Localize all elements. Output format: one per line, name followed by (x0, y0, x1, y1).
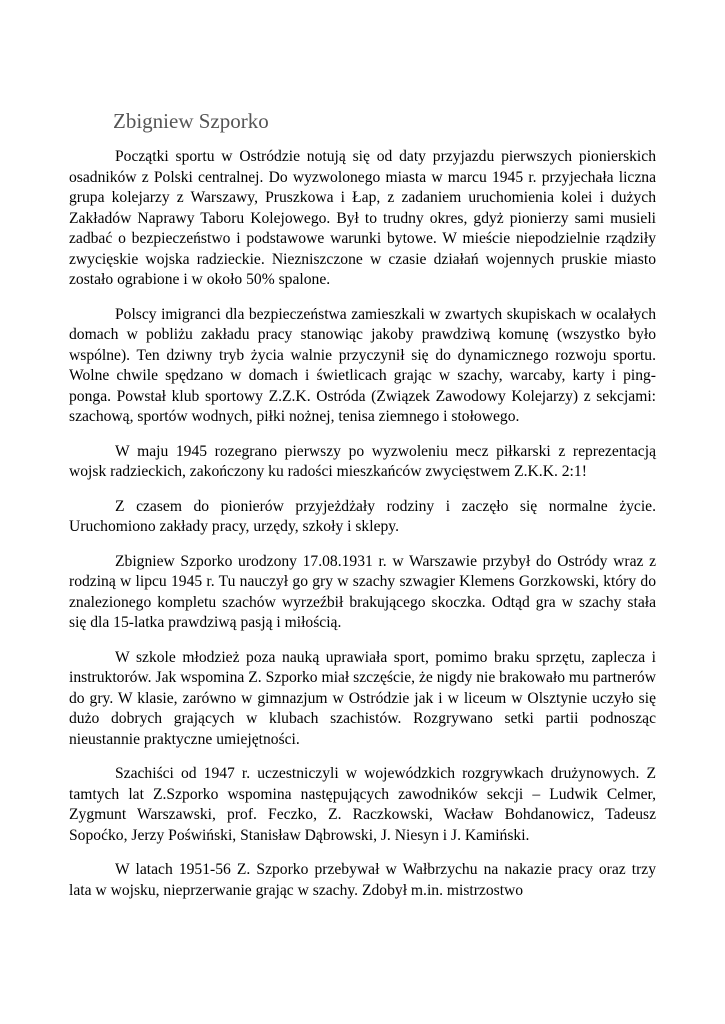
paragraph-2: Polscy imigranci dla bezpieczeństwa zamieszkali w zwartych skupiskach w ocalałych domach w pobliżu zakładu pracy stanowiąc jakoby prawdziwą komunę (wszystko było wspólne). Ten dziwny tryb życia walnie przyczynił się do dynamicznego rozwoju sportu. Wolne chwile spędzano w domach i świetlicach grając w szachy, warcaby, karty i ping-ponga. Powstał klub sportowy Z.Z.K. Ostróda (Związek Zawodowy Kolejarzy) z sekcjami: szachową, sportów wodnych, piłki nożnej, tenisa ziemnego i stołowego. (69, 305, 656, 425)
document-title: Zbigniew Szporko (113, 109, 269, 133)
paragraph-5: Zbigniew Szporko urodzony 17.08.1931 r. w Warszawie przybył do Ostródy wraz z rodziną w lipcu 1945 r. Tu nauczył go gry w szachy szwagier Klemens Gorzkowski, który do znalezionego kompletu szachów wyrzeźbił brakującego skoczka. Odtąd gra w szachy stała się dla 15-latka prawdziwą pasją i miłością. (69, 552, 656, 631)
paragraph-4: Z czasem do pionierów przyjeżdżały rodziny i zaczęło się normalne życie. Uruchomiono zakłady pracy, urzędy, szkoły i sklepy. (69, 497, 656, 535)
paragraph-7: Szachiści od 1947 r. uczestniczyli w wojewódzkich rozgrywkach drużynowych. Z tamtych lat Z.Szporko wspomina następujących zawodników sekcji – Ludwik Celmer, Zygmunt Warszawski, prof. Feczko, Z. Raczkowski, Wacław Bohdanowicz, Tadeusz Sopoćko, Jerzy Poświński, Stanisław Dąbrowski, J. Niesyn i J. Kamiński. (69, 765, 656, 844)
paragraph-8: W latach 1951-56 Z. Szporko przebywał w Wałbrzychu na nakazie pracy oraz trzy lata w wojsku, nieprzerwanie grając w szachy. Zdobył m.in. mistrzostwo (69, 861, 656, 899)
paragraph-6: W szkole młodzież poza nauką uprawiała sport, pomimo braku sprzętu, zaplecza i instruktorów. Jak wspomina Z. Szporko miał szczęście, że nigdy nie brakowało mu partnerów do gry. W klasie, zarówno w gimnazjum w Ostródzie jak i w liceum w Olsztynie uczyło się dużo dobrych grających w klubach szachistów. Rozgrywano setki partii podnosząc nieustannie praktyczne umiejętności. (69, 648, 656, 748)
paragraph-1: Początki sportu w Ostródzie notują się od daty przyjazdu pierwszych pionierskich osadników z Polski centralnej. Do wyzwolonego miasta w marcu 1945 r. przyjechała liczna grupa kolejarzy z Warszawy, Pruszkowa i Łap, z zadaniem uruchomienia kolei i dużych Zakładów Naprawy Taboru Kolejowego. Był to trudny okres, gdyż pionierzy sami musieli zadbać o bezpieczeństwo i podstawowe warunki bytowe. W mieście niepodzielnie rządziły zwycięskie wojska radzieckie. Niezniszczone w czasie działań wojennych pruskie miasto zostało ograbione i w około 50% spalone. (69, 148, 656, 288)
paragraph-3: W maju 1945 rozegrano pierwszy po wyzwoleniu mecz piłkarski z reprezentacją wojsk radzieckich, zakończony ku radości mieszkańców zwycięstwem Z.K.K. 2:1! (69, 442, 656, 480)
document-body (69, 147, 656, 915)
